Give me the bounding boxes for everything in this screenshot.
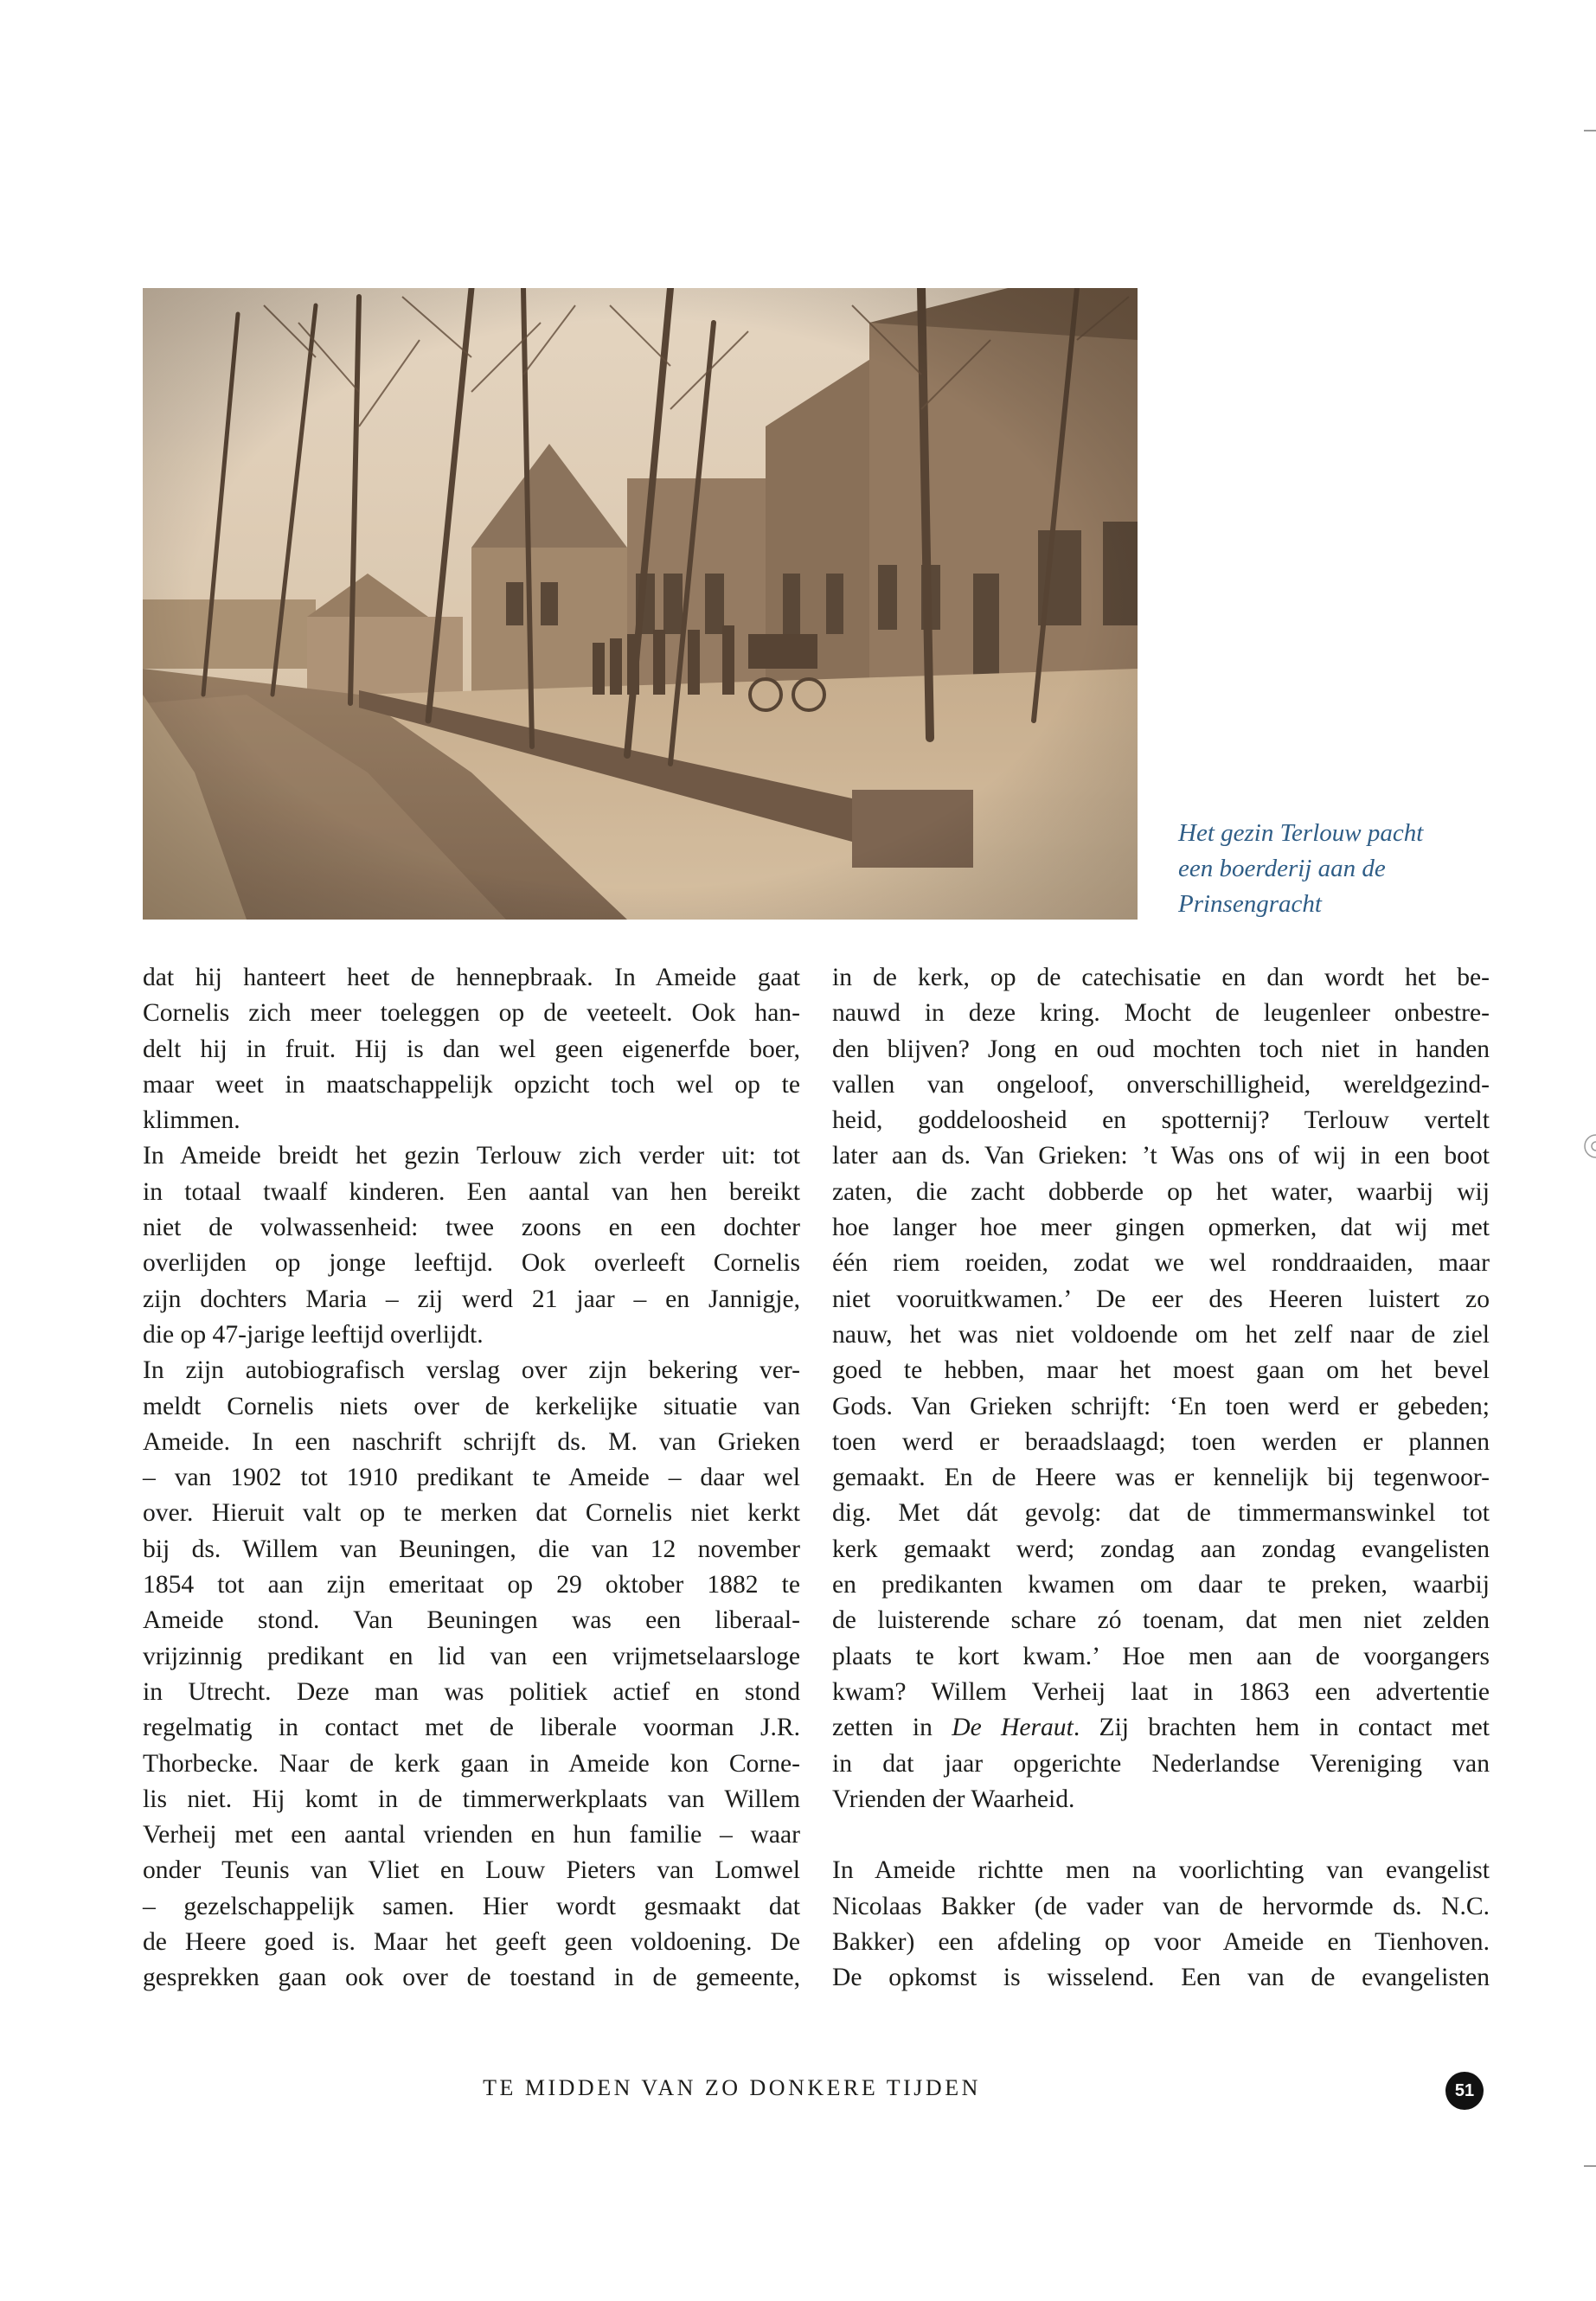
text-line: niet vooruitkwamen.’ De eer des Heeren luistert zo	[832, 1285, 1490, 1313]
text-line: nauwd in deze kring. Mocht de leugenleer onbestre-	[832, 999, 1490, 1028]
text-line: Nicolaas Bakker (de vader van de hervormde ds. N.C.	[832, 1892, 1490, 1920]
text-line: klimmen.	[143, 1106, 240, 1135]
text-line: den blijven? Jong en oud mochten toch niet in handen	[832, 1035, 1490, 1063]
body-column-right	[832, 960, 1490, 1997]
text-line: één riem roeiden, zodat we wel ronddraaiden, maar	[832, 1249, 1490, 1278]
body-column-left	[143, 960, 800, 1997]
text-line: De opkomst is wisselend. Een van de evangelisten	[832, 1964, 1490, 1992]
text-line: plaats te kort kwam.’ Hoe men aan de voorgangers	[832, 1642, 1490, 1670]
text-line: over. Hieruit valt op te merken dat Cornelis niet kerkt	[143, 1499, 800, 1528]
text-line: gesprekken gaan ook over de toestand in de gemeente,	[143, 1964, 800, 1992]
text-line: Bakker) een afdeling op voor Ameide en Tienhoven.	[832, 1928, 1490, 1957]
text-line: bij ds. Willem van Beuningen, die van 12 november	[143, 1535, 800, 1563]
registration-mark-icon	[1584, 1133, 1596, 1159]
photo-caption	[1178, 816, 1464, 922]
paragraph-gap	[832, 1817, 1490, 1853]
text-line: vallen van ongeloof, onverschilligheid, wereldgezind-	[832, 1070, 1490, 1099]
text-line: regelmatig in contact met de liberale voorman J.R.	[143, 1714, 800, 1742]
herald-after: . Zij brachten hem in contact met	[1073, 1714, 1490, 1742]
text-line: meldt Cornelis niets over de kerkelijke situatie van	[143, 1392, 800, 1420]
text-line: in de kerk, op de catechisatie en dan wordt het be-	[832, 964, 1490, 991]
text-line: – gezelschappelijk samen. Hier wordt gesmaakt dat	[143, 1892, 800, 1920]
text-line: onder Teunis van Vliet en Louw Pieters van Lomwel	[143, 1856, 800, 1885]
text-line: de Heere goed is. Maar het geeft geen voldoening. De	[143, 1928, 800, 1957]
journal-title-de-heraut: De Heraut	[952, 1714, 1074, 1742]
running-footer-title: TE MIDDEN VAN ZO DONKERE TIJDEN	[483, 2075, 981, 2100]
text-line: hoe langer hoe meer gingen opmerken, dat wij met	[832, 1214, 1490, 1242]
text-line-herald	[832, 1710, 1490, 1746]
text-line: maar weet in maatschappelijk opzicht toch wel op te	[143, 1070, 800, 1099]
historic-photo-prinsengracht	[143, 288, 1138, 920]
text-line: zaten, die zacht dobberde op het water, waarbij wij	[832, 1177, 1490, 1206]
text-line: dat hij hanteert heet de hennepbraak. In Ameide gaat	[143, 964, 800, 991]
caption-line: een boerderij aan de	[1178, 855, 1386, 882]
crop-mark-bottom	[1584, 2165, 1596, 2167]
text-line: heid, goddeloosheid en spotternij? Terlouw vertelt	[832, 1106, 1490, 1135]
text-line: in totaal twaalf kinderen. Een aantal van hen bereikt	[143, 1177, 800, 1206]
text-line: goed te hebben, maar het moest gaan om het bevel	[832, 1356, 1490, 1385]
text-line: Verheij met een aantal vrienden en hun familie – waar	[143, 1821, 800, 1849]
text-line: Ameide. In een naschrift schrijft ds. M. van Grieken	[143, 1427, 800, 1456]
text-line: Cornelis zich meer toeleggen op de veeteelt. Ook han-	[143, 999, 800, 1028]
text-line: overlijden op jonge leeftijd. Ook overleeft Cornelis	[143, 1249, 800, 1278]
text-line: lis niet. Hij komt in de timmerwerkplaats van Willem	[143, 1785, 800, 1813]
crop-mark-top	[1584, 130, 1596, 131]
text-line: kerk gemaakt werd; zondag aan zondag evangelisten	[832, 1535, 1490, 1563]
text-line: nauw, het was niet voldoende om het zelf naar de ziel	[832, 1320, 1490, 1349]
text-line: niet de volwassenheid: twee zoons en een dochter	[143, 1214, 800, 1242]
text-line: zijn dochters Maria – zij werd 21 jaar – en Jannigje,	[143, 1285, 800, 1313]
herald-before: zetten in	[832, 1714, 952, 1742]
text-line: Gods. Van Grieken schrijft: ‘En toen werd er gebeden;	[832, 1392, 1490, 1420]
text-line: delt hij in fruit. Hij is dan wel geen eigenerfde boer,	[143, 1035, 800, 1063]
text-line: die op 47-jarige leeftijd overlijdt.	[143, 1320, 484, 1349]
text-line: – van 1902 tot 1910 predikant te Ameide – daar wel	[143, 1464, 800, 1492]
text-line: in Utrecht. Deze man was politiek actief en stond	[143, 1677, 800, 1706]
text-line: In Ameide breidt het gezin Terlouw zich verder uit: tot	[143, 1142, 800, 1170]
text-line: en predikanten kwamen om daar te preken, waarbij	[832, 1571, 1490, 1599]
text-line: later aan ds. Van Grieken: ’t Was ons of wij in een boot	[832, 1142, 1490, 1170]
text-line: In Ameide richtte men na voorlichting van evangelist	[832, 1856, 1490, 1885]
text-line: Thorbecke. Naar de kerk gaan in Ameide kon Corne-	[143, 1749, 800, 1778]
text-line: vrijzinnig predikant en lid van een vrijmetselaarsloge	[143, 1642, 800, 1670]
text-line: de luisterende schare zó toenam, dat men niet zelden	[832, 1606, 1490, 1635]
text-line: In zijn autobiografisch verslag over zijn bekering ver-	[143, 1356, 800, 1385]
text-line: gemaakt. En de Heere was er kennelijk bij tegenwoor-	[832, 1464, 1490, 1492]
text-line: Ameide stond. Van Beuningen was een liberaal-	[143, 1606, 800, 1635]
text-line: dig. Met dát gevolg: dat de timmermanswinkel tot	[832, 1499, 1490, 1528]
caption-line: Het gezin Terlouw pacht	[1178, 819, 1424, 847]
caption-line: Prinsengracht	[1178, 890, 1322, 918]
text-line: in dat jaar opgerichte Nederlandse Vereniging van	[832, 1749, 1490, 1778]
page-number-badge: 51	[1445, 2072, 1484, 2110]
text-line: Vrienden der Waarheid.	[832, 1785, 1075, 1813]
text-line: toen werd er beraadslaagd; toen werden er plannen	[832, 1427, 1490, 1456]
text-line: kwam? Willem Verheij laat in 1863 een advertentie	[832, 1677, 1490, 1706]
text-line: 1854 tot aan zijn emeritaat op 29 oktober 1882 te	[143, 1571, 800, 1599]
